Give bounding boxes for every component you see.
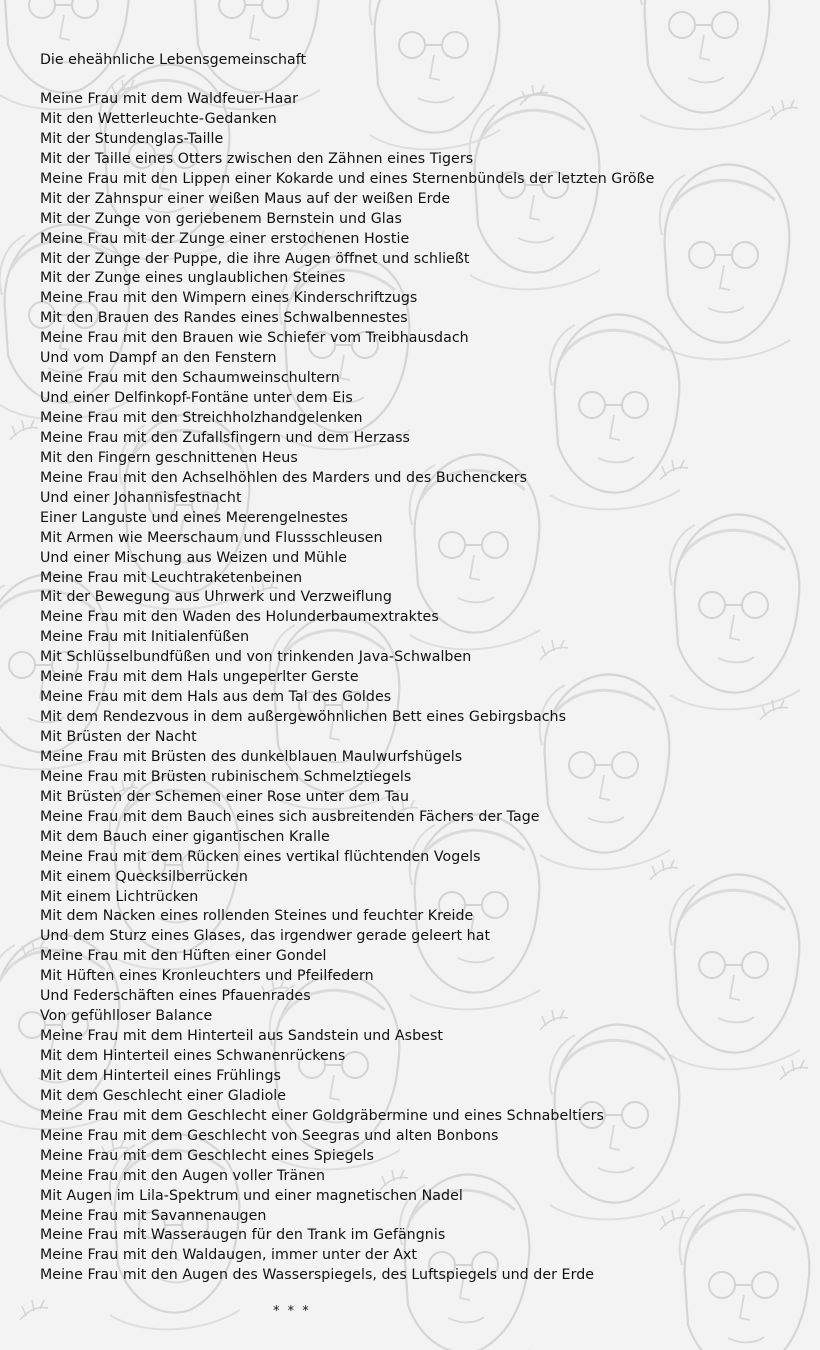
poem-line: Meine Frau mit Wasseraugen für den Trank im Gefängnis: [40, 1227, 446, 1244]
poem-line: Mit dem Bauch einer gigantischen Kralle: [40, 828, 330, 845]
poem-line: Mit dem Hinterteil eines Schwanenrückens: [40, 1048, 346, 1064]
poem-line: Von gefühlloser Balance: [40, 1008, 213, 1025]
poem-line: Mit Hüften eines Kronleuchters und Pfeilfedern: [40, 968, 374, 985]
poem-line: Meine Frau mit den Lippen einer Kokarde und eines Sternenbündels der letzten Größe: [40, 170, 655, 187]
poem-line: Mit den Wetterleuchte-Gedanken: [40, 110, 277, 127]
poem-line: Mit der Zunge von geriebenem Bernstein und Glas: [40, 210, 402, 227]
poem-line: Meine Frau mit dem Bauch eines sich ausbreitenden Fächers der Tage: [40, 808, 540, 825]
poem-line: Meine Frau mit den Waden des Holunderbaumextraktes: [40, 609, 439, 626]
poem-line: Einer Languste und eines Meerengelnestes: [40, 509, 348, 526]
poem-line: Meine Frau mit Brüsten rubinischem Schmelztiegels: [40, 768, 412, 785]
poem-line: Mit den Fingern geschnittenen Heus: [40, 449, 298, 466]
poem-line: Und einer Johannisfestnacht: [40, 489, 242, 506]
poem-line: Meine Frau mit dem Waldfeuer-Haar: [40, 91, 298, 107]
poem-line: Mit dem Nacken eines rollenden Steines und feuchter Kreide: [40, 908, 474, 925]
poem-line: Mit der Zunge der Puppe, die ihre Augen öffnet und schließt: [40, 250, 470, 267]
poem-line: Meine Frau mit den Schaumweinschultern: [40, 370, 340, 387]
poem-line: Mit den Brauen des Randes eines Schwalbennestes: [40, 310, 408, 327]
poem-line: Meine Frau mit Leuchtraketenbeinen: [40, 569, 303, 586]
poem-line: Mit der Stundenglas-Taille: [40, 130, 224, 147]
poem-line: Mit dem Geschlecht einer Gladiole: [40, 1087, 287, 1104]
poem-line: Meine Frau mit Brüsten des dunkelblauen Maulwurfshügels: [40, 748, 463, 765]
poem-line: Mit der Zunge eines unglaublichen Steines: [40, 270, 346, 287]
poem-line: Meine Frau mit dem Hals aus dem Tal des Goldes: [40, 689, 392, 706]
poem-line: Mit einem Lichtrücken: [40, 888, 199, 905]
poem-line: Meine Frau mit den Hüften einer Gondel: [40, 948, 327, 965]
poem-line: Meine Frau mit Savannenaugen: [40, 1207, 267, 1224]
poem-line: Meine Frau mit den Waldaugen, immer unter der Axt: [40, 1247, 418, 1264]
poem-line: Und Federschäften eines Pfauenrades: [40, 988, 311, 1005]
section-separator: * * *: [273, 1304, 311, 1319]
poem-line: Meine Frau mit den Wimpern eines Kinderschriftzugs: [40, 290, 418, 307]
poem-line: Und einer Delfinkopf-Fontäne unter dem Eis: [40, 390, 353, 407]
poem-line: Meine Frau mit den Augen des Wasserspiegels, des Luftspiegels und der Erde: [40, 1267, 595, 1284]
poem-line: Mit Brüsten der Nacht: [40, 729, 197, 745]
poem-line: Meine Frau mit der Zunge einer erstochenen Hostie: [40, 230, 410, 247]
poem-line: Mit der Taille eines Otters zwischen den Zähnen eines Tigers: [40, 150, 474, 167]
poem-line: Und dem Sturz eines Glases, das irgendwer gerade geleert hat: [40, 928, 491, 945]
poem-line: Meine Frau mit dem Hals ungeperlter Gerste: [40, 669, 359, 686]
poem-line: Mit Schlüsselbundfüßen und von trinkenden Java-Schwalben: [40, 649, 472, 666]
poem-line: Mit dem Hinterteil eines Frühlings: [40, 1067, 281, 1084]
poem-line: Meine Frau mit den Achselhöhlen des Marders und des Buchenckers: [40, 469, 528, 486]
poem-line: Meine Frau mit den Brauen wie Schiefer vom Treibhausdach: [40, 330, 469, 347]
poem-line: Mit einem Quecksilberrücken: [40, 868, 248, 885]
poem-line: Und einer Mischung aus Weizen und Mühle: [40, 549, 347, 566]
poem-line: Und vom Dampf an den Fenstern: [40, 350, 277, 367]
poem-line: Mit der Bewegung aus Uhrwerk und Verzweiflung: [40, 589, 392, 606]
poem-line: Meine Frau mit Initialenfüßen: [40, 629, 250, 646]
poem-line: Mit dem Rendezvous in dem außergewöhnlichen Bett eines Gebirgsbachs: [40, 709, 567, 726]
poem-line: Meine Frau mit dem Geschlecht eines Spiegels: [40, 1147, 374, 1164]
poem-line: Meine Frau mit den Streichholzhandgelenken: [40, 410, 363, 426]
poem-line: Mit Brüsten der Schemen einer Rose unter dem Tau: [40, 788, 409, 805]
poem-line: Mit der Zahnspur einer weißen Maus auf der weißen Erde: [40, 190, 451, 207]
poem-line: Meine Frau mit dem Rücken eines vertikal flüchtenden Vogels: [40, 848, 481, 865]
poem-lines: [40, 90, 654, 1286]
poem-line: Meine Frau mit dem Geschlecht von Seegras und alten Bonbons: [40, 1127, 499, 1144]
poem-line: Meine Frau mit dem Geschlecht einer Goldgräbermine und eines Schnabeltiers: [40, 1107, 604, 1124]
poem-title: Die eheähnliche Lebensgemeinschaft: [40, 52, 307, 68]
poem-line: Meine Frau mit den Augen voller Tränen: [40, 1167, 326, 1184]
poem-line: Meine Frau mit den Zufallsfingern und dem Herzass: [40, 429, 410, 446]
poem-line: Mit Armen wie Meerschaum und Flussschleusen: [40, 529, 383, 546]
poem-line: Mit Augen im Lila-Spektrum und einer magnetischen Nadel: [40, 1187, 463, 1204]
poem-line: Meine Frau mit dem Hinterteil aus Sandstein und Asbest: [40, 1028, 444, 1045]
